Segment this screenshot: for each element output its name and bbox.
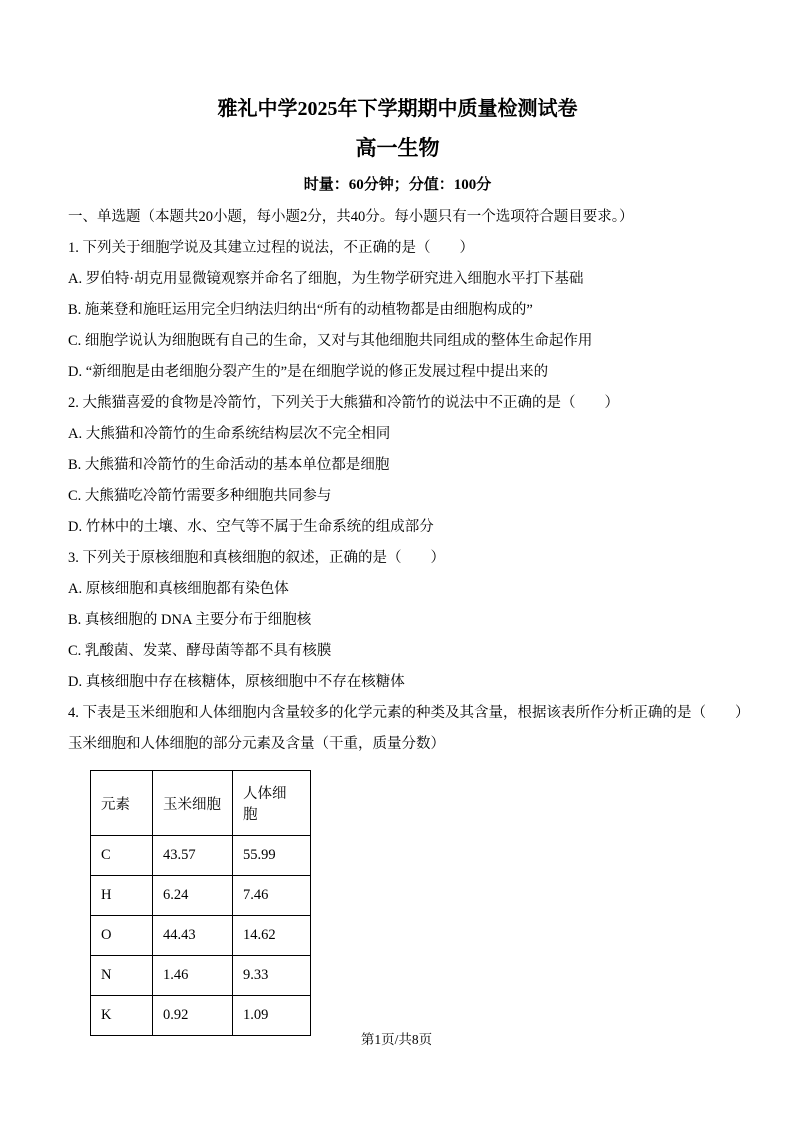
table-row — [91, 956, 311, 996]
table-header-corn-cell: 玉米细胞 — [153, 771, 233, 836]
question-2 — [68, 388, 727, 543]
question-3-option-d: D. 真核细胞中存在核糖体，原核细胞中不存在核糖体 — [68, 674, 405, 690]
table-row — [91, 836, 311, 876]
exam-title: 雅礼中学2025年下学期期中质量检测试卷 — [217, 98, 578, 120]
question-1-option-d: D. “新细胞是由老细胞分裂产生的”是在细胞学说的修正发展过程中提出来的 — [68, 364, 549, 380]
table-cell-human: 1.09 — [233, 996, 311, 1036]
table-cell-human: 9.33 — [233, 956, 311, 996]
question-3-stem: 3. 下列关于原核细胞和真核细胞的叙述，正确的是（ ） — [68, 550, 445, 566]
table-cell-human: 7.46 — [233, 876, 311, 916]
question-1 — [68, 233, 727, 388]
exam-subject-title: 高一生物 — [355, 136, 440, 160]
table-cell-element: O — [91, 916, 153, 956]
table-header-row — [91, 771, 311, 836]
question-3-option-b: B. 真核细胞的 DNA 主要分布于细胞核 — [68, 612, 312, 628]
table-cell-corn: 0.92 — [153, 996, 233, 1036]
question-2-option-a: A. 大熊猫和冷箭竹的生命系统结构层次不完全相同 — [68, 426, 391, 442]
table-cell-human: 14.62 — [233, 916, 311, 956]
table-header-element: 元素 — [91, 771, 153, 836]
table-cell-element: H — [91, 876, 153, 916]
table-cell-corn: 6.24 — [153, 876, 233, 916]
question-3 — [68, 543, 727, 698]
table-cell-element: C — [91, 836, 153, 876]
table-row — [91, 916, 311, 956]
table-cell-element: N — [91, 956, 153, 996]
question-2-option-c: C. 大熊猫吃冷箭竹需要多种细胞共同参与 — [68, 488, 332, 504]
table-cell-human: 55.99 — [233, 836, 311, 876]
table-cell-element: K — [91, 996, 153, 1036]
question-1-option-a: A. 罗伯特·胡克用显微镜观察并命名了细胞，为生物学研究进入细胞水平打下基础 — [68, 271, 584, 287]
section-1-header: 一、单选题（本题共20小题，每小题2分，共40分。每小题只有一个选项符合题目要求。） — [68, 209, 634, 225]
question-3-option-c: C. 乳酸菌、发菜、酵母菌等都不具有核膜 — [68, 643, 332, 659]
table-row — [91, 876, 311, 916]
question-2-option-b: B. 大熊猫和冷箭竹的生命活动的基本单位都是细胞 — [68, 457, 390, 473]
question-1-option-c: C. 细胞学说认为细胞既有自己的生命，又对与其他细胞共同组成的整体生命起作用 — [68, 333, 593, 349]
question-1-stem: 1. 下列关于细胞学说及其建立过程的说法，不正确的是（ ） — [68, 240, 474, 256]
question-1-option-b: B. 施莱登和施旺运用完全归纳法归纳出“所有的动植物都是由细胞构成的” — [68, 302, 533, 318]
question-2-option-d: D. 竹林中的土壤、水、空气等不属于生命系统的组成部分 — [68, 519, 434, 535]
question-2-stem: 2. 大熊猫喜爱的食物是冷箭竹，下列关于大熊猫和冷箭竹的说法中不正确的是（ ） — [68, 395, 619, 411]
exam-duration-score: 时量：60分钟；分值：100分 — [303, 177, 492, 193]
question-4-stem: 4. 下表是玉米细胞和人体细胞内含量较多的化学元素的种类及其含量，根据该表所作分析正确的是（ ） — [68, 705, 750, 721]
table-caption: 玉米细胞和人体细胞的部分元素及含量（干重，质量分数） — [68, 736, 445, 752]
question-3-option-a: A. 原核细胞和真核细胞都有染色体 — [68, 581, 289, 597]
table-header-human-cell: 人体细胞 — [233, 771, 311, 836]
element-content-table — [90, 770, 311, 1036]
page-number: 第1页/共8页 — [360, 1032, 433, 1047]
question-4 — [68, 698, 750, 1036]
table-cell-corn: 44.43 — [153, 916, 233, 956]
table-cell-corn: 43.57 — [153, 836, 233, 876]
table-cell-corn: 1.46 — [153, 956, 233, 996]
